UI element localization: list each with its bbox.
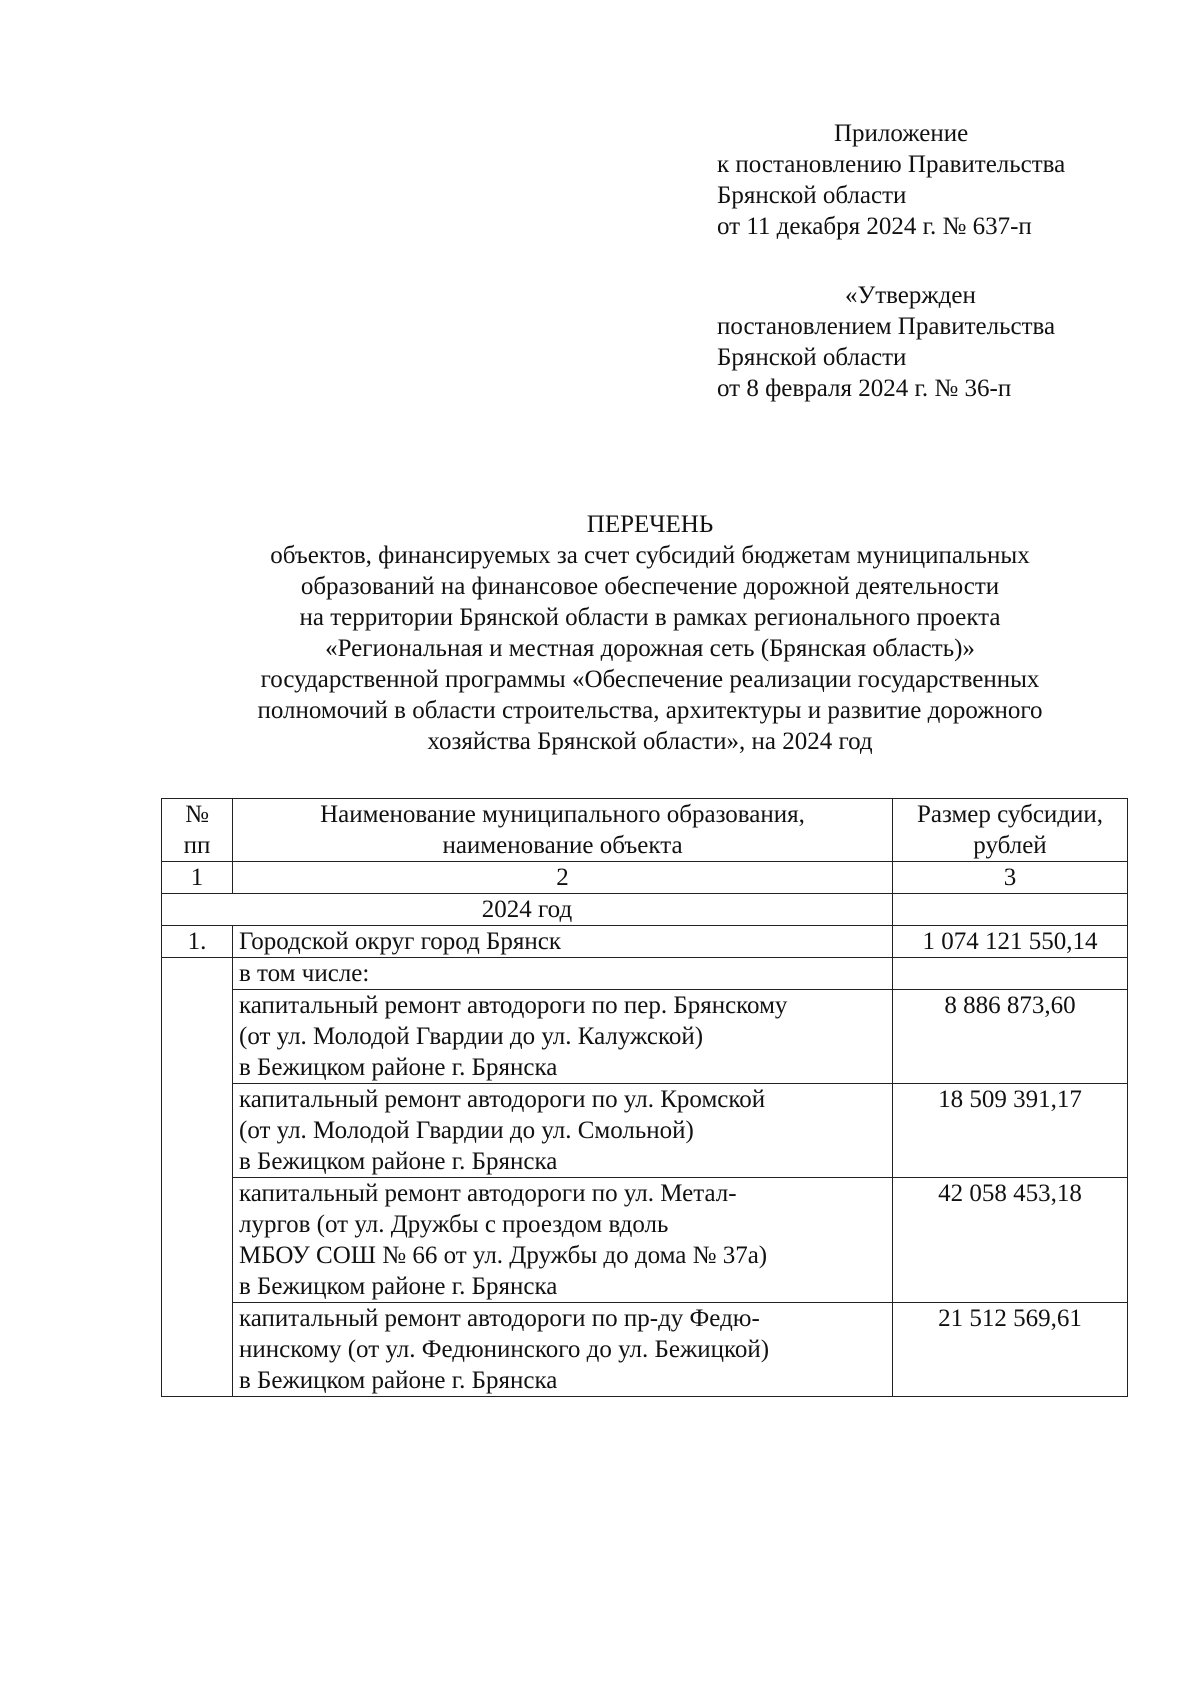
including-label: в том числе: xyxy=(233,958,893,990)
object-name-line: в Бежицком районе г. Брянска xyxy=(239,1273,558,1300)
approved-block xyxy=(717,280,1157,404)
object-name-line: в Бежицком районе г. Брянска xyxy=(239,1367,558,1394)
subtitle-line: «Региональная и местная дорожная сеть (Брянская область)» xyxy=(325,635,975,662)
numbering-col3: 3 xyxy=(893,862,1128,894)
object-name xyxy=(233,990,893,1084)
annex-region: Брянской области xyxy=(717,182,907,209)
year-amount-empty xyxy=(893,894,1128,926)
subtitle-line: образований на финансовое обеспечение дорожной деятельности xyxy=(300,573,1000,600)
document-subtitle xyxy=(160,540,1140,757)
annex-heading: Приложение xyxy=(834,120,969,147)
subtitle-line: государственной программы «Обеспечение реализации государственных xyxy=(260,666,1040,693)
subtitle-line: полномочий в области строительства, архитектуры и развитие дорожного xyxy=(257,697,1043,724)
subtitle-line: на территории Брянской области в рамках регионального проекта xyxy=(299,604,1001,631)
object-name xyxy=(233,1084,893,1178)
table-row xyxy=(162,1303,1128,1397)
header-number xyxy=(162,799,233,862)
approved-region: Брянской области xyxy=(717,344,907,371)
numbering-col1: 1 xyxy=(162,862,233,894)
header-number-line: № xyxy=(185,801,209,828)
object-amount: 18 509 391,17 xyxy=(893,1084,1128,1178)
municipality-amount: 1 074 121 550,14 xyxy=(893,926,1128,958)
annex-date-number: от 11 декабря 2024 г. № 637-п xyxy=(717,213,1032,240)
table-year-row xyxy=(162,894,1128,926)
header-name xyxy=(233,799,893,862)
object-amount: 8 886 873,60 xyxy=(893,990,1128,1084)
approved-heading: «Утвержден xyxy=(845,282,976,309)
approved-reference: постановлением Правительства xyxy=(717,313,1056,340)
object-name-line: МБОУ СОШ № 66 от ул. Дружбы до дома № 37а) xyxy=(239,1242,768,1269)
header-amount xyxy=(893,799,1128,862)
table-row xyxy=(162,1178,1128,1303)
header-amount-line: Размер субсидии, xyxy=(916,801,1104,828)
subtitle-line: объектов, финансируемых за счет субсидий бюджетам муниципальных xyxy=(270,542,1030,569)
object-name-line: (от ул. Молодой Гвардии до ул. Калужской) xyxy=(239,1023,704,1050)
object-name-line: капитальный ремонт автодороги по ул. Метал- xyxy=(239,1180,737,1207)
object-name-line: капитальный ремонт автодороги по ул. Кромской xyxy=(239,1086,766,1113)
object-amount: 21 512 569,61 xyxy=(893,1303,1128,1397)
table-row xyxy=(162,958,1128,990)
object-name-line: лургов (от ул. Дружбы с проездом вдоль xyxy=(239,1211,669,1238)
year-label: 2024 год xyxy=(162,894,893,926)
table-row xyxy=(162,1084,1128,1178)
header-name-line: Наименование муниципального образования, xyxy=(320,801,805,828)
object-name-line: (от ул. Молодой Гвардии до ул. Смольной) xyxy=(239,1117,694,1144)
document-title: ПЕРЕЧЕНЬ xyxy=(586,511,714,538)
annex-block xyxy=(717,118,1157,242)
header-amount-line: рублей xyxy=(973,832,1047,859)
including-amount-empty xyxy=(893,958,1128,990)
object-name-line: капитальный ремонт автодороги по пер. Брянскому xyxy=(239,992,788,1019)
object-amount: 42 058 453,18 xyxy=(893,1178,1128,1303)
header-name-line: наименование объекта xyxy=(442,832,683,859)
object-name-line: капитальный ремонт автодороги по пр-ду Федю- xyxy=(239,1305,760,1332)
header-number-line: пп xyxy=(183,832,211,859)
object-name-line: в Бежицком районе г. Брянска xyxy=(239,1054,558,1081)
subtitle-line: хозяйства Брянской области», на 2024 год xyxy=(427,728,873,755)
object-name-line: нинскому (от ул. Федюнинского до ул. Бежицкой) xyxy=(239,1336,770,1363)
objects-number-empty xyxy=(162,958,233,1397)
object-name-line: в Бежицком районе г. Брянска xyxy=(239,1148,558,1175)
municipality-name: Городской округ город Брянск xyxy=(233,926,893,958)
table-row xyxy=(162,990,1128,1084)
subsidy-table xyxy=(161,798,1128,1397)
annex-reference: к постановлению Правительства xyxy=(717,151,1066,178)
approved-date-number: от 8 февраля 2024 г. № 36-п xyxy=(717,375,1012,402)
numbering-col2: 2 xyxy=(233,862,893,894)
object-name xyxy=(233,1303,893,1397)
municipality-number: 1. xyxy=(162,926,233,958)
table-header-row xyxy=(162,799,1128,862)
table-row xyxy=(162,926,1128,958)
object-name xyxy=(233,1178,893,1303)
table-numbering-row xyxy=(162,862,1128,894)
